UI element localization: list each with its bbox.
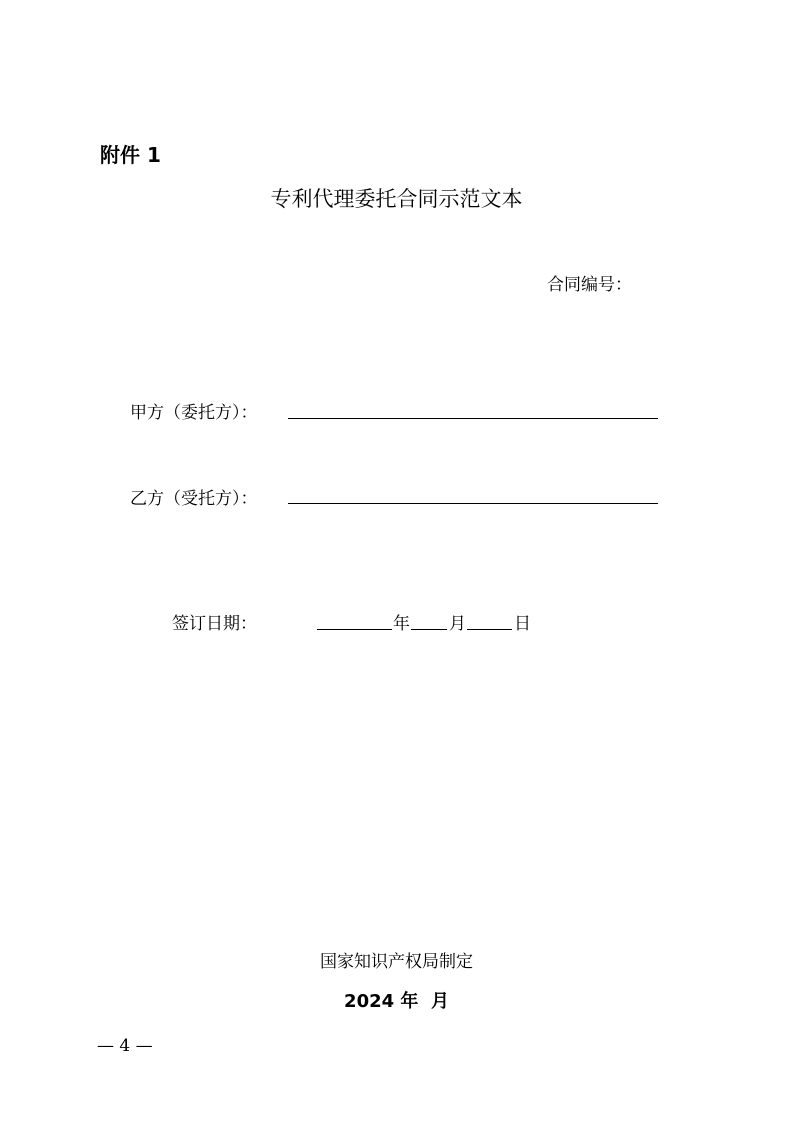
contract-number-label: 合同编号： [547, 275, 632, 295]
year-fill-line [317, 629, 392, 630]
party-b-fill-line [288, 503, 658, 504]
issue-date-label: 2024 年 月 [344, 991, 449, 1012]
day-unit-label: 日 [514, 614, 531, 634]
party-a-fill-line [288, 418, 658, 419]
year-unit-label: 年 [393, 614, 410, 634]
document-title: 专利代理委托合同示范文本 [270, 187, 523, 211]
month-unit-label: 月 [449, 614, 466, 634]
signing-date-label: 签订日期： [172, 614, 257, 634]
page-number: — 4 — [97, 1036, 153, 1056]
month-fill-line [411, 629, 447, 630]
issuer-label: 国家知识产权局制定 [320, 952, 473, 972]
party-b-label: 乙方（受托方）： [130, 489, 258, 509]
attachment-label: 附件 1 [100, 143, 161, 167]
party-a-label: 甲方（委托方）： [130, 403, 258, 423]
day-fill-line [467, 629, 512, 630]
